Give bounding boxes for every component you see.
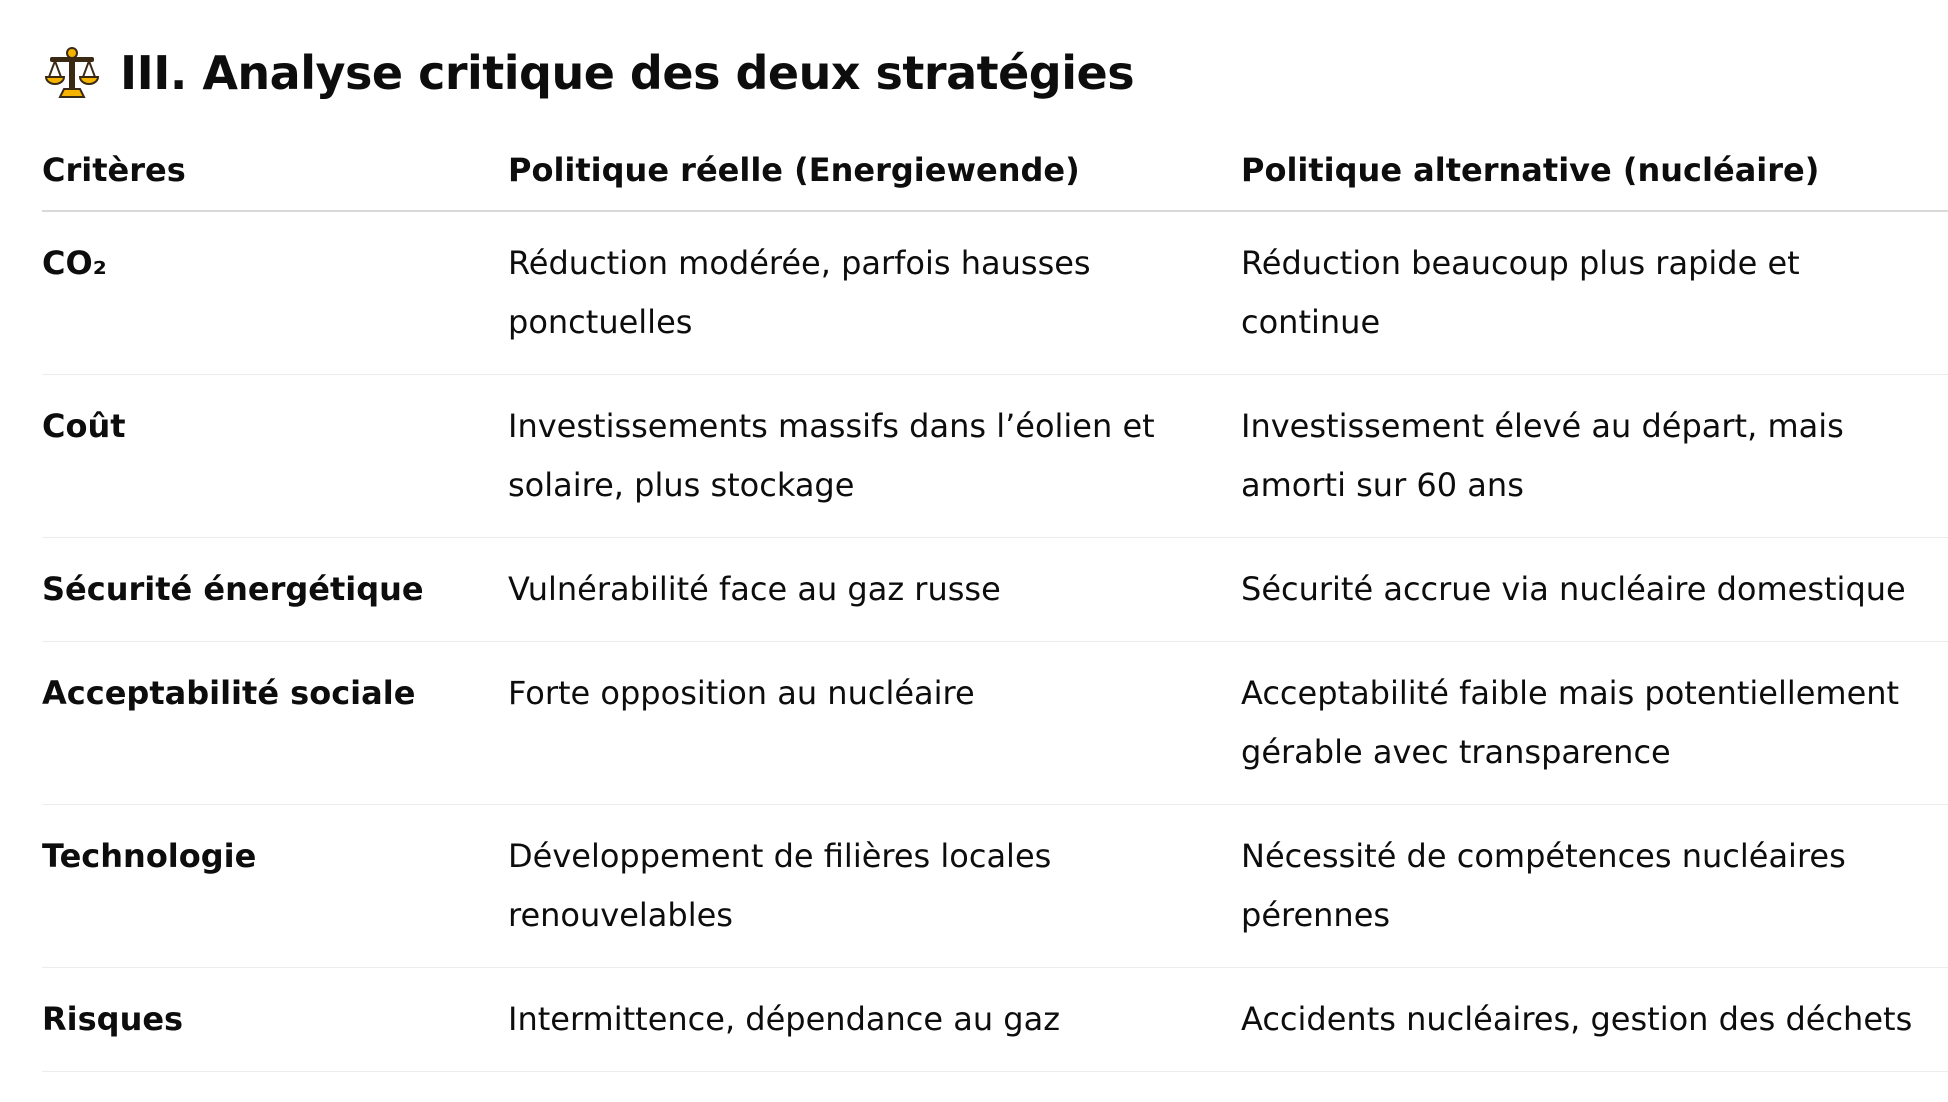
row-criterion: Acceptabilité sociale — [42, 642, 508, 805]
header-real-policy: Politique réelle (Energiewende) — [508, 146, 1241, 211]
section-heading — [42, 0, 1948, 146]
row-alternative-policy: Acceptabilité faible mais potentiellement gérable avec transparence — [1241, 642, 1948, 805]
table-row — [42, 375, 1948, 538]
row-alternative-policy: Investissement élevé au départ, mais amorti sur 60 ans — [1241, 375, 1948, 538]
header-criteria: Critères — [42, 146, 508, 211]
header-alternative-policy: Politique alternative (nucléaire) — [1241, 146, 1948, 211]
row-alternative-policy: Sécurité accrue via nucléaire domestique — [1241, 538, 1948, 642]
balance-scale-icon — [42, 43, 102, 103]
table-row — [42, 805, 1948, 968]
comparison-table — [42, 146, 1948, 1072]
row-alternative-policy: Nécessité de compétences nucléaires pérennes — [1241, 805, 1948, 968]
row-criterion: Technologie — [42, 805, 508, 968]
row-alternative-policy: Accidents nucléaires, gestion des déchets — [1241, 968, 1948, 1072]
section-title: III. Analyse critique des deux stratégies — [120, 46, 1135, 100]
table-row — [42, 538, 1948, 642]
row-real-policy: Intermittence, dépendance au gaz — [508, 968, 1241, 1072]
table-row — [42, 211, 1948, 375]
table-header-row — [42, 146, 1948, 211]
row-alternative-policy: Réduction beaucoup plus rapide et continue — [1241, 211, 1948, 375]
row-real-policy: Réduction modérée, parfois hausses ponctuelles — [508, 211, 1241, 375]
row-real-policy: Vulnérabilité face au gaz russe — [508, 538, 1241, 642]
row-real-policy: Investissements massifs dans l’éolien et solaire, plus stockage — [508, 375, 1241, 538]
document-page — [42, 0, 1948, 1072]
row-criterion: CO₂ — [42, 211, 508, 375]
row-criterion: Sécurité énergétique — [42, 538, 508, 642]
row-real-policy: Développement de filières locales renouvelables — [508, 805, 1241, 968]
row-criterion: Risques — [42, 968, 508, 1072]
table-row — [42, 968, 1948, 1072]
row-criterion: Coût — [42, 375, 508, 538]
table-row — [42, 642, 1948, 805]
row-real-policy: Forte opposition au nucléaire — [508, 642, 1241, 805]
